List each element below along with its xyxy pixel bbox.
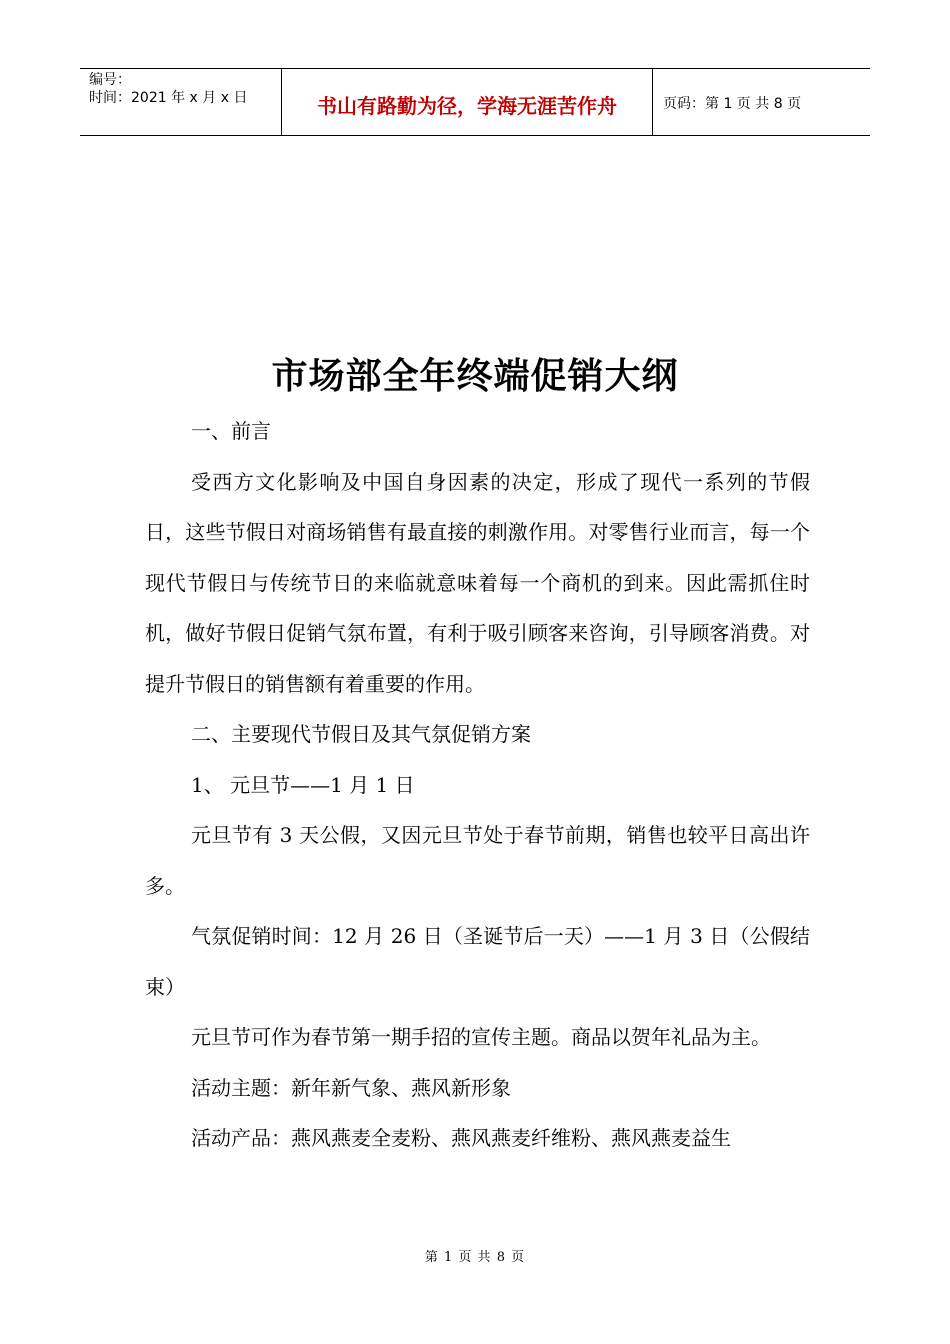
subheading-new-year: 1、 元旦节——1 月 1 日 xyxy=(191,772,415,797)
header-page-code: 页码：第 1 页 共 8 页 xyxy=(663,96,802,112)
document-title: 市场部全年终端促销大纲 xyxy=(271,356,679,397)
paragraph-preface: 受西方文化影响及中国自身因素的决定，形成了现代一系列的节假日，这些节假日对商场销售有最直接的刺激作用。对零售行业而言，每一个现代节假日与传统节日的来临就意味着每一个商机的到来。因此需抓住时机，做好节假日促销气氛布置，有利于吸引顾客来咨询，引导顾客消费。对提升节假日的销售额有着重要的作用。 xyxy=(145,469,810,696)
section-heading-holidays: 二、主要现代节假日及其气氛促销方案 xyxy=(191,722,531,746)
number-label: 编号： xyxy=(89,72,131,88)
page-footer: 第 1 页 共 8 页 xyxy=(424,1250,526,1265)
paragraph-promo-theme-note: 元旦节可作为春节第一期手招的宣传主题。商品以贺年礼品为主。 xyxy=(191,1025,771,1049)
header-table xyxy=(80,68,870,136)
paragraph-activity-theme: 活动主题：新年新气象、燕风新形象 xyxy=(191,1075,511,1100)
paragraph-activity-products: 活动产品：燕风燕麦全麦粉、燕风燕麦纤维粉、燕风燕麦益生 xyxy=(191,1126,731,1150)
section-heading-preface: 一、前言 xyxy=(191,419,271,443)
document-body xyxy=(145,406,810,1164)
header-motto: 书山有路勤为径，学海无涯苦作舟 xyxy=(282,69,653,135)
paragraph-promo-time: 气氛促销时间：12 月 26 日（圣诞节后一天）——1 月 3 日（公假结束） xyxy=(145,924,810,999)
time-label: 时间：2021 年 x 月 x 日 xyxy=(89,90,248,106)
paragraph-new-year-intro: 元旦节有 3 天公假，又因元旦节处于春节前期，销售也较平日高出许多。 xyxy=(145,823,810,898)
header-meta xyxy=(80,69,282,135)
